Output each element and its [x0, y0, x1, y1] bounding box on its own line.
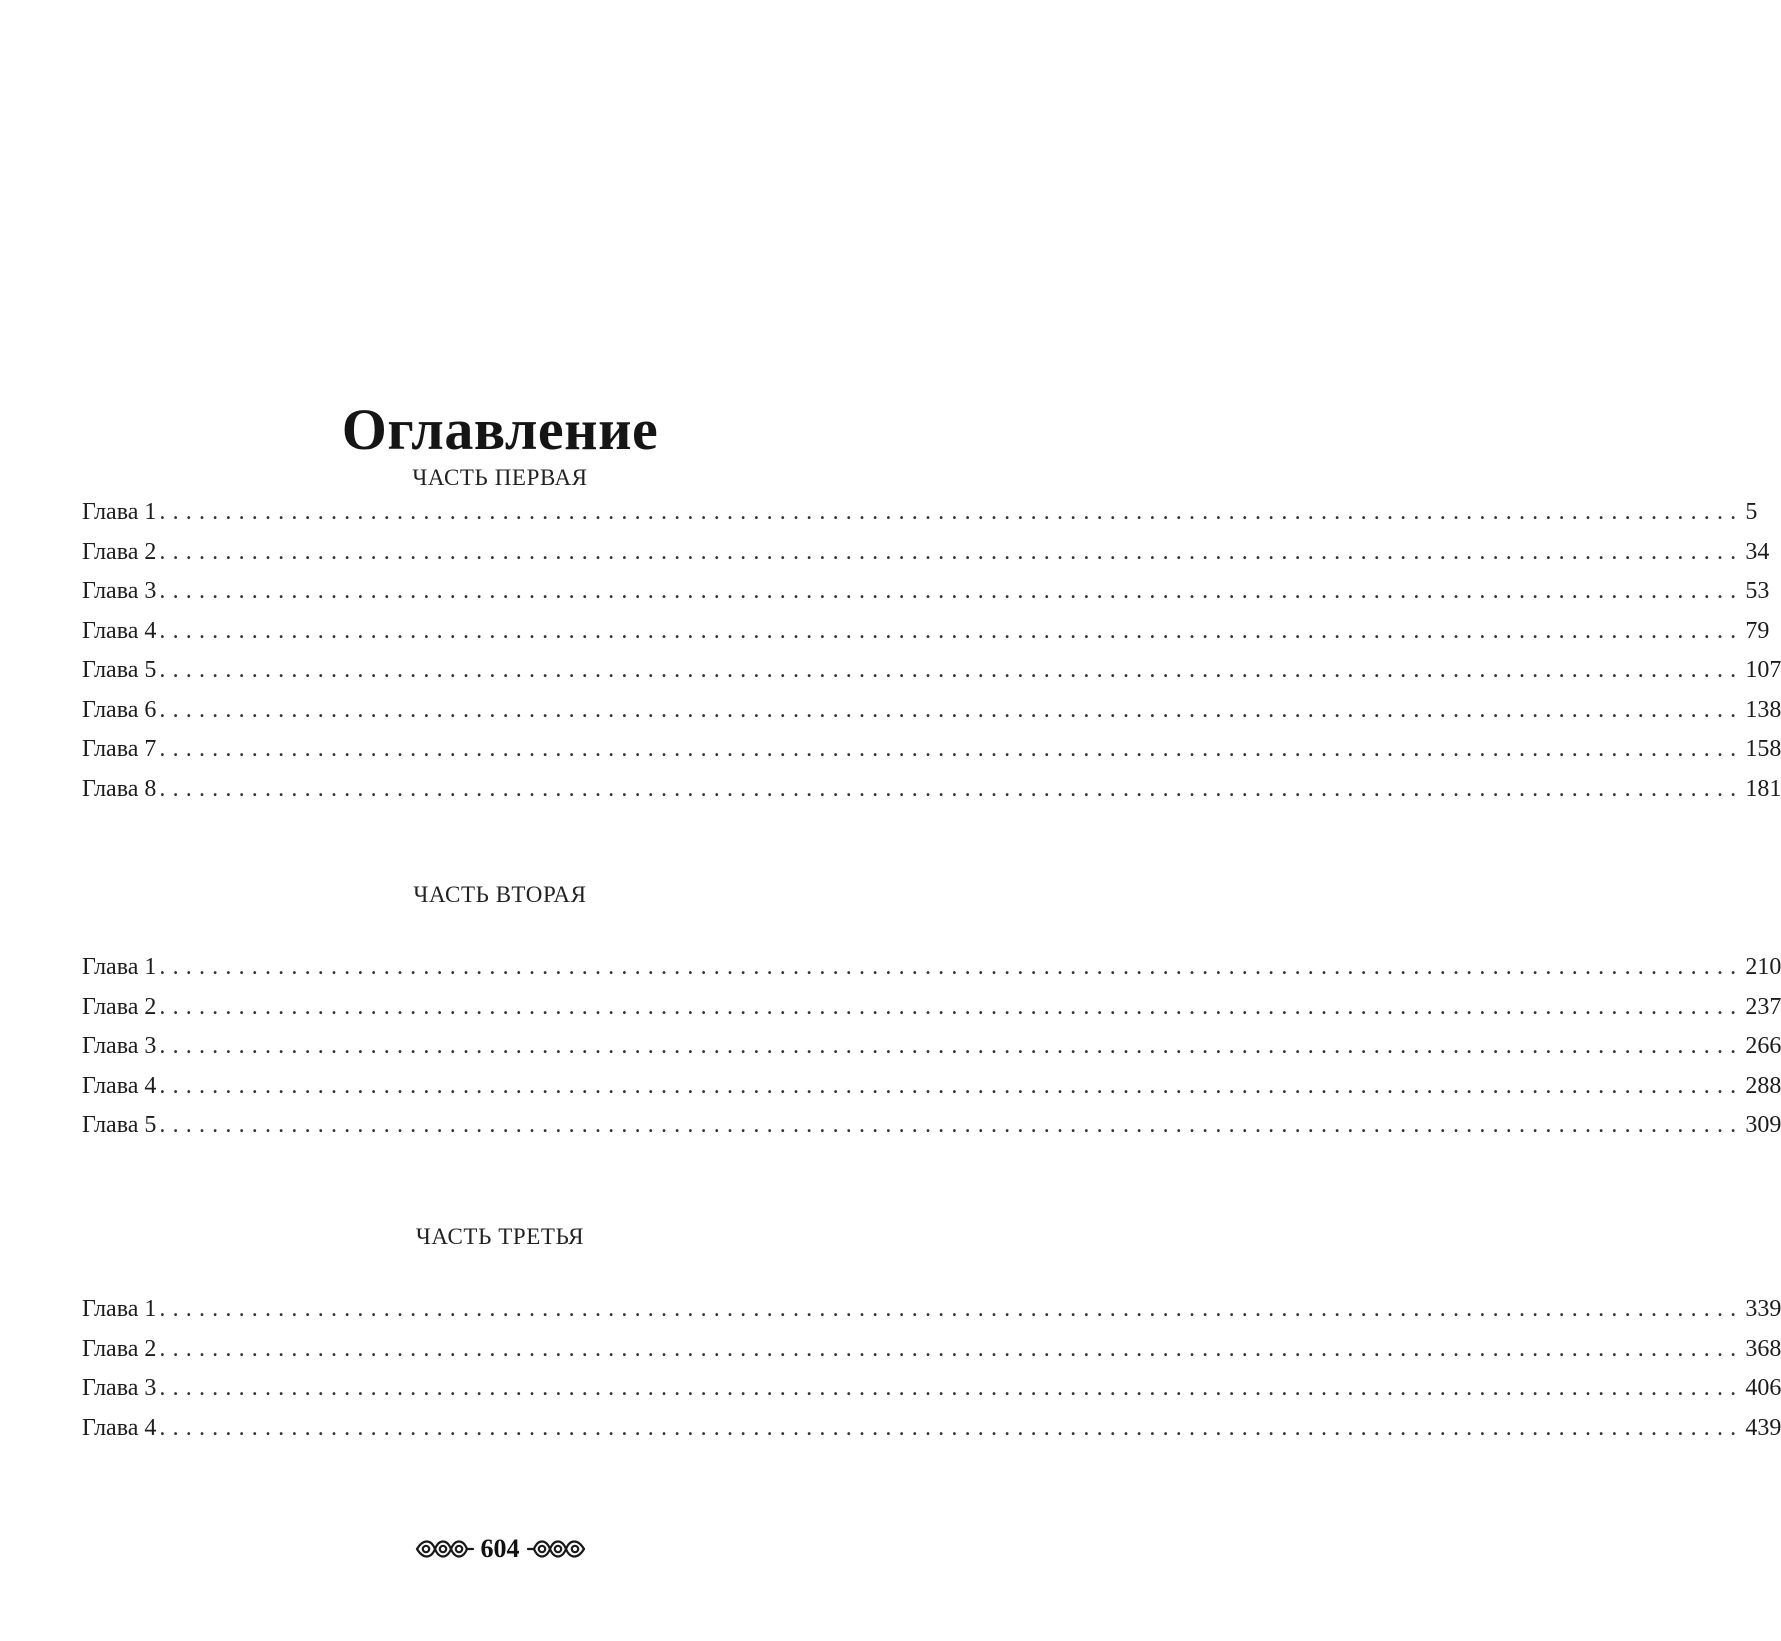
- page-ref: 368: [1745, 1335, 1781, 1362]
- page-ref: 107: [1745, 657, 1781, 683]
- page-ref: 288: [1745, 1072, 1781, 1099]
- page-ref: 53: [1745, 578, 1770, 604]
- chapter-label: Глава 7: [82, 736, 157, 762]
- chapter-label: Глава 3: [82, 578, 157, 604]
- toc-entry[interactable]: [82, 499, 1758, 540]
- page-ref: 339: [1745, 1296, 1781, 1322]
- toc-entry[interactable]: [82, 736, 1781, 777]
- page-number: 604: [480, 1534, 520, 1563]
- toc-entry[interactable]: [82, 1072, 1781, 1114]
- page-ref: 266: [1745, 1033, 1781, 1059]
- dot-leader: ........................................................................................................................: [159, 993, 1744, 1020]
- page-ref: 34: [1745, 538, 1770, 565]
- dot-leader: ........................................................................................................................: [159, 1296, 1744, 1322]
- toc-entry[interactable]: [82, 538, 1770, 580]
- toc-entry[interactable]: [82, 1414, 1781, 1456]
- dot-leader: ........................................................................................................................: [159, 954, 1744, 980]
- toc-entry[interactable]: [82, 993, 1781, 1035]
- dot-leader: ........................................................................................................................: [159, 696, 1744, 723]
- page-footer: [0, 1534, 1000, 1564]
- toc-list-part-2: [82, 954, 1781, 1153]
- page-ref: 79: [1745, 617, 1770, 644]
- chapter-label: Глава 1: [82, 954, 157, 980]
- knot-ornament-icon: [526, 1534, 588, 1564]
- chapter-label: Глава 2: [82, 538, 157, 565]
- knot-ornament-icon: [413, 1534, 475, 1564]
- page-ref: 210: [1745, 954, 1781, 980]
- page-ref: 439: [1745, 1414, 1781, 1441]
- chapter-label: Глава 1: [82, 499, 157, 525]
- page-ref: 181: [1745, 775, 1781, 802]
- dot-leader: ........................................................................................................................: [159, 1414, 1744, 1441]
- dot-leader: ........................................................................................................................: [159, 1112, 1744, 1138]
- toc-entry[interactable]: [82, 696, 1781, 738]
- dot-leader: ........................................................................................................................: [159, 1375, 1744, 1401]
- dot-leader: ........................................................................................................................: [159, 538, 1744, 565]
- toc-entry[interactable]: [82, 1033, 1781, 1074]
- part-heading-2: ЧАСТЬ ВТОРАЯ: [413, 882, 587, 907]
- chapter-label: Глава 4: [82, 1414, 157, 1441]
- chapter-label: Глава 5: [82, 657, 157, 683]
- dot-leader: ........................................................................................................................: [159, 499, 1744, 525]
- page-title: Оглавление: [341, 396, 659, 462]
- page-ref: 309: [1745, 1112, 1781, 1138]
- toc-list-part-3: [82, 1296, 1781, 1455]
- dot-leader: ........................................................................................................................: [159, 1072, 1744, 1099]
- chapter-label: Глава 3: [82, 1375, 157, 1401]
- chapter-label: Глава 3: [82, 1033, 157, 1059]
- page-ref: 237: [1745, 993, 1781, 1020]
- toc-entry[interactable]: [82, 954, 1781, 995]
- chapter-label: Глава 5: [82, 1112, 157, 1138]
- toc-entry[interactable]: [82, 1296, 1781, 1337]
- chapter-label: Глава 1: [82, 1296, 157, 1322]
- dot-leader: ........................................................................................................................: [159, 736, 1744, 762]
- part-heading-1: ЧАСТЬ ПЕРВАЯ: [412, 465, 588, 490]
- page-ref: 406: [1745, 1375, 1781, 1401]
- toc-list-part-1: [82, 499, 1781, 816]
- chapter-label: Глава 4: [82, 1072, 157, 1099]
- toc-entry[interactable]: [82, 657, 1781, 698]
- dot-leader: ........................................................................................................................: [159, 775, 1744, 802]
- toc-entry[interactable]: [82, 1375, 1781, 1416]
- dot-leader: ........................................................................................................................: [159, 1033, 1744, 1059]
- dot-leader: ........................................................................................................................: [159, 657, 1744, 683]
- toc-entry[interactable]: [82, 578, 1770, 619]
- part-heading-3: ЧАСТЬ ТРЕТЬЯ: [415, 1224, 585, 1249]
- page-ref: 158: [1745, 736, 1781, 762]
- page-ref: 5: [1745, 499, 1758, 525]
- chapter-label: Глава 4: [82, 617, 157, 644]
- dot-leader: ........................................................................................................................: [159, 578, 1744, 604]
- toc-entry[interactable]: [82, 775, 1781, 817]
- page-ref: 138: [1745, 696, 1781, 723]
- dot-leader: ........................................................................................................................: [159, 617, 1744, 644]
- chapter-label: Глава 2: [82, 1335, 157, 1362]
- chapter-label: Глава 2: [82, 993, 157, 1020]
- dot-leader: ........................................................................................................................: [159, 1335, 1744, 1362]
- chapter-label: Глава 8: [82, 775, 157, 802]
- chapter-label: Глава 6: [82, 696, 157, 723]
- toc-entry[interactable]: [82, 1335, 1781, 1377]
- toc-entry[interactable]: [82, 1112, 1781, 1153]
- toc-entry[interactable]: [82, 617, 1770, 659]
